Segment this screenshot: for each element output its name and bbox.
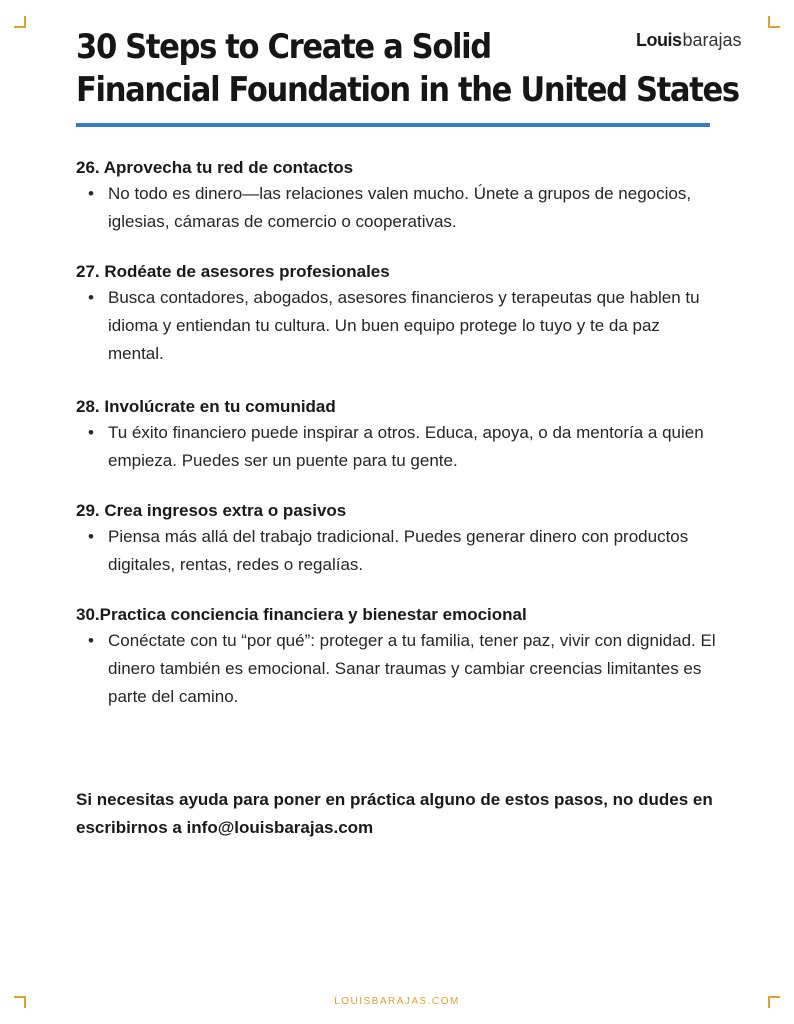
brand-logo bbox=[636, 30, 742, 50]
step-heading: 28. Involúcrate en tu comunidad bbox=[76, 397, 336, 416]
bullet-icon: • bbox=[88, 527, 94, 546]
bullet-icon: • bbox=[88, 631, 94, 650]
step-27 bbox=[76, 260, 716, 368]
closing-note: Si necesitas ayuda para poner en práctica alguno de estos pasos, no dudes en escribirnos a info@louisbarajas.com bbox=[76, 790, 713, 837]
corner-mark-top-right bbox=[768, 16, 780, 28]
step-bullet bbox=[76, 180, 716, 236]
bullet-icon: • bbox=[88, 184, 94, 203]
logo-last-name: barajas bbox=[682, 30, 742, 50]
step-heading: 26. Aprovecha tu red de contactos bbox=[76, 158, 354, 177]
step-heading: 27. Rodéate de asesores profesionales bbox=[76, 262, 390, 281]
bullet-text: Piensa más allá del trabajo tradicional. Puedes generar dinero con productos digitales, rentas, redes o regalías. bbox=[108, 527, 689, 574]
step-26 bbox=[76, 156, 716, 236]
bullet-text: No todo es dinero—las relaciones valen mucho. Únete a grupos de negocios, iglesias, cámaras de comercio o cooperativas. bbox=[108, 184, 692, 231]
logo-first-name: Louis bbox=[636, 30, 682, 50]
bullet-text: Tu éxito financiero puede inspirar a otros. Educa, apoya, o da mentoría a quien empieza. Puedes ser un puente para tu gente. bbox=[108, 423, 704, 470]
step-29 bbox=[76, 499, 716, 579]
bullet-text: Busca contadores, abogados, asesores financieros y terapeutas que hablen tu idioma y entiendan tu cultura. Un buen equipo protege lo tuyo y te da paz mental. bbox=[108, 288, 700, 363]
step-bullet bbox=[76, 284, 716, 368]
title-line-2: Financial Foundation in the United States bbox=[76, 70, 739, 110]
title-underline bbox=[76, 123, 710, 127]
step-bullet bbox=[76, 523, 716, 579]
steps-list bbox=[76, 156, 716, 711]
step-bullet bbox=[76, 627, 716, 711]
title-line-1: 30 Steps to Create a Solid bbox=[76, 27, 491, 67]
corner-mark-top-left bbox=[14, 16, 26, 28]
bullet-icon: • bbox=[88, 423, 94, 442]
bullet-icon: • bbox=[88, 288, 94, 307]
footer-website: LOUISBARAJAS.COM bbox=[334, 996, 460, 1007]
step-30 bbox=[76, 603, 716, 711]
bullet-text: Conéctate con tu “por qué”: proteger a tu familia, tener paz, vivir con dignidad. El dinero también es emocional. Sanar traumas y cambiar creencias limitantes es parte del camino. bbox=[108, 631, 716, 706]
step-28 bbox=[76, 395, 716, 475]
step-heading: 30.Practica conciencia financiera y bienestar emocional bbox=[76, 605, 527, 624]
step-bullet bbox=[76, 419, 716, 475]
step-heading: 29. Crea ingresos extra o pasivos bbox=[76, 501, 347, 520]
